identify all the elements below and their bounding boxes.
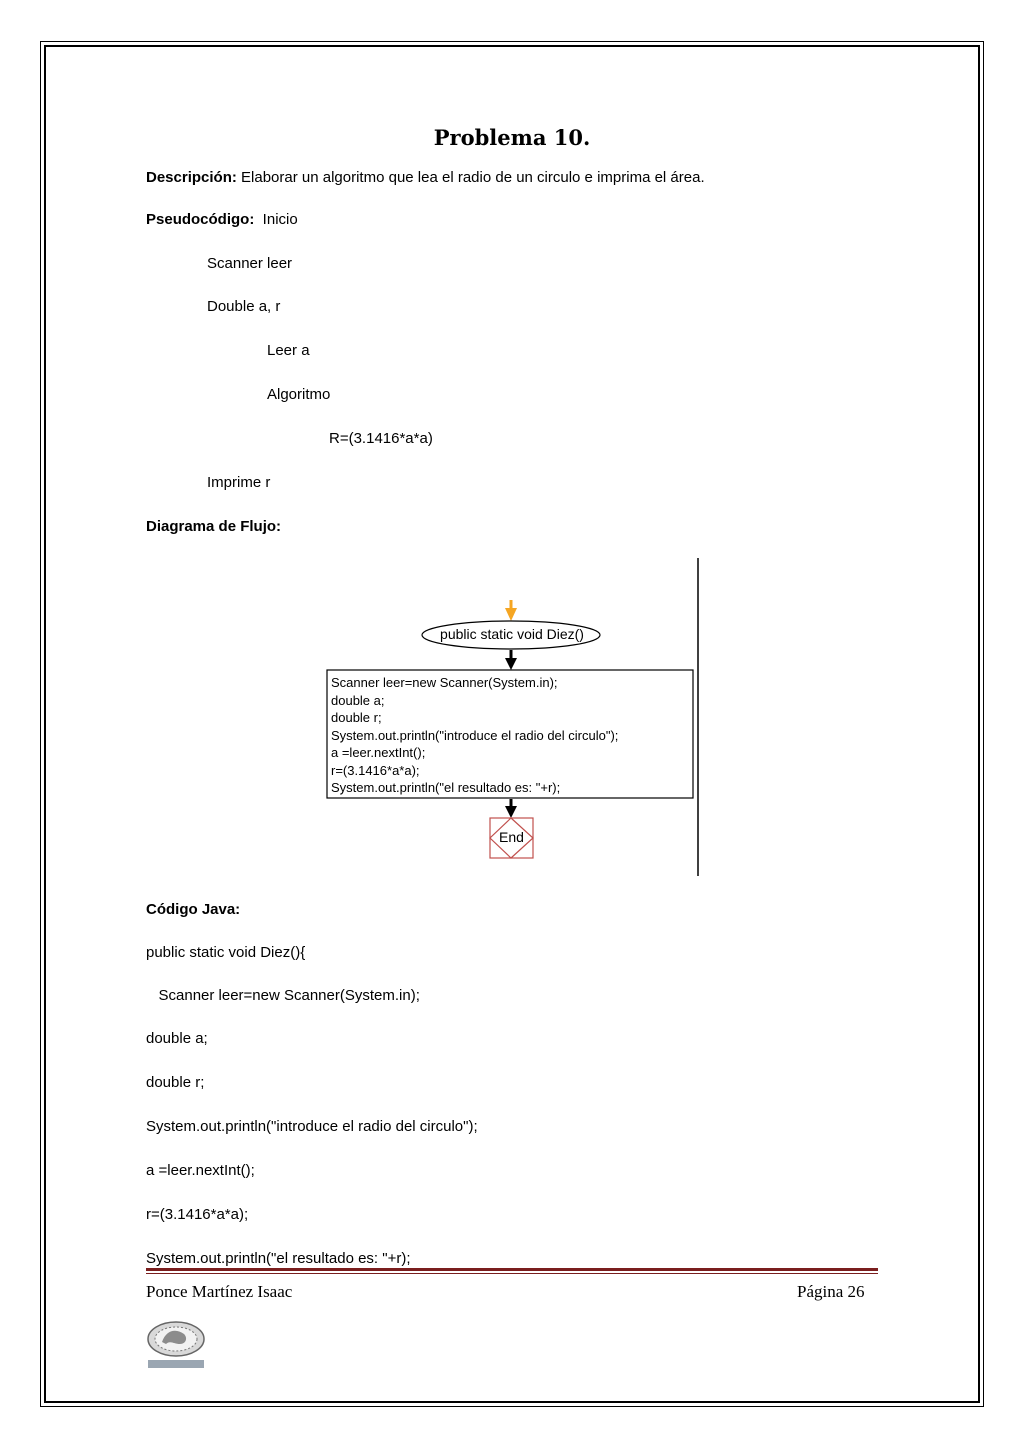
process-code-line: Scanner leer=new Scanner(System.in); [331,675,558,690]
flowchart-label: Diagrama de Flujo: [146,518,282,535]
java-line: public static void Diez(){ [146,944,306,961]
process-code-line: double a; [331,692,385,708]
cecytem-logo [140,1320,212,1370]
process-code-line: a =leer.nextInt(); [331,745,426,760]
start-arrow-head [505,608,517,621]
java-line: a =leer.nextInt(); [146,1162,255,1179]
process-code-line: double r; [331,710,382,725]
java-line: r=(3.1416*a*a); [146,1206,249,1223]
arrow-head [505,806,517,818]
start-node-label: public static void Diez() [440,626,584,642]
pseudocode-line: Leer a [267,342,310,359]
description-text: Elaborar un algoritmo que lea el radio de un circulo e imprima el área. [236,169,705,186]
java-line: double a; [146,1030,208,1047]
process-code-line: System.out.println("introduce el radio del circulo"); [331,727,619,743]
java-line: System.out.println("el resultado es: "+r); [146,1250,411,1267]
end-node-label: End [499,829,524,845]
footer-author: Ponce Martínez Isaac [146,1282,293,1301]
java-line: double r; [146,1074,205,1091]
page-title: Problema 10. [433,125,591,150]
process-code [331,674,618,797]
pseudocode-line: Algoritmo [267,386,331,403]
process-code-line: r=(3.1416*a*a); [331,762,420,778]
pseudocode-line: Scanner leer [207,255,293,272]
pseudocode-heading [146,211,298,229]
java-label: Código Java: [146,901,241,918]
pseudocode-line: Double a, r [207,298,281,315]
footer-rule [146,1268,878,1271]
pseudocode-line: R=(3.1416*a*a) [329,430,433,447]
process-code-line: System.out.println("el resultado es: "+r); [331,780,561,795]
java-line: System.out.println("introduce el radio del circulo"); [146,1118,478,1135]
arrow-head [505,658,517,670]
description [146,169,705,187]
java-line: Scanner leer=new Scanner(System.in); [146,987,420,1004]
pseudocode-first-line: Inicio [254,211,298,228]
footer-page-number: Página 26 [797,1282,865,1301]
pseudocode-line: Imprime r [207,474,271,491]
footer-rule [146,1273,878,1274]
description-label: Descripción: [146,169,237,186]
pseudocode-label: Pseudocódigo: [146,211,255,228]
